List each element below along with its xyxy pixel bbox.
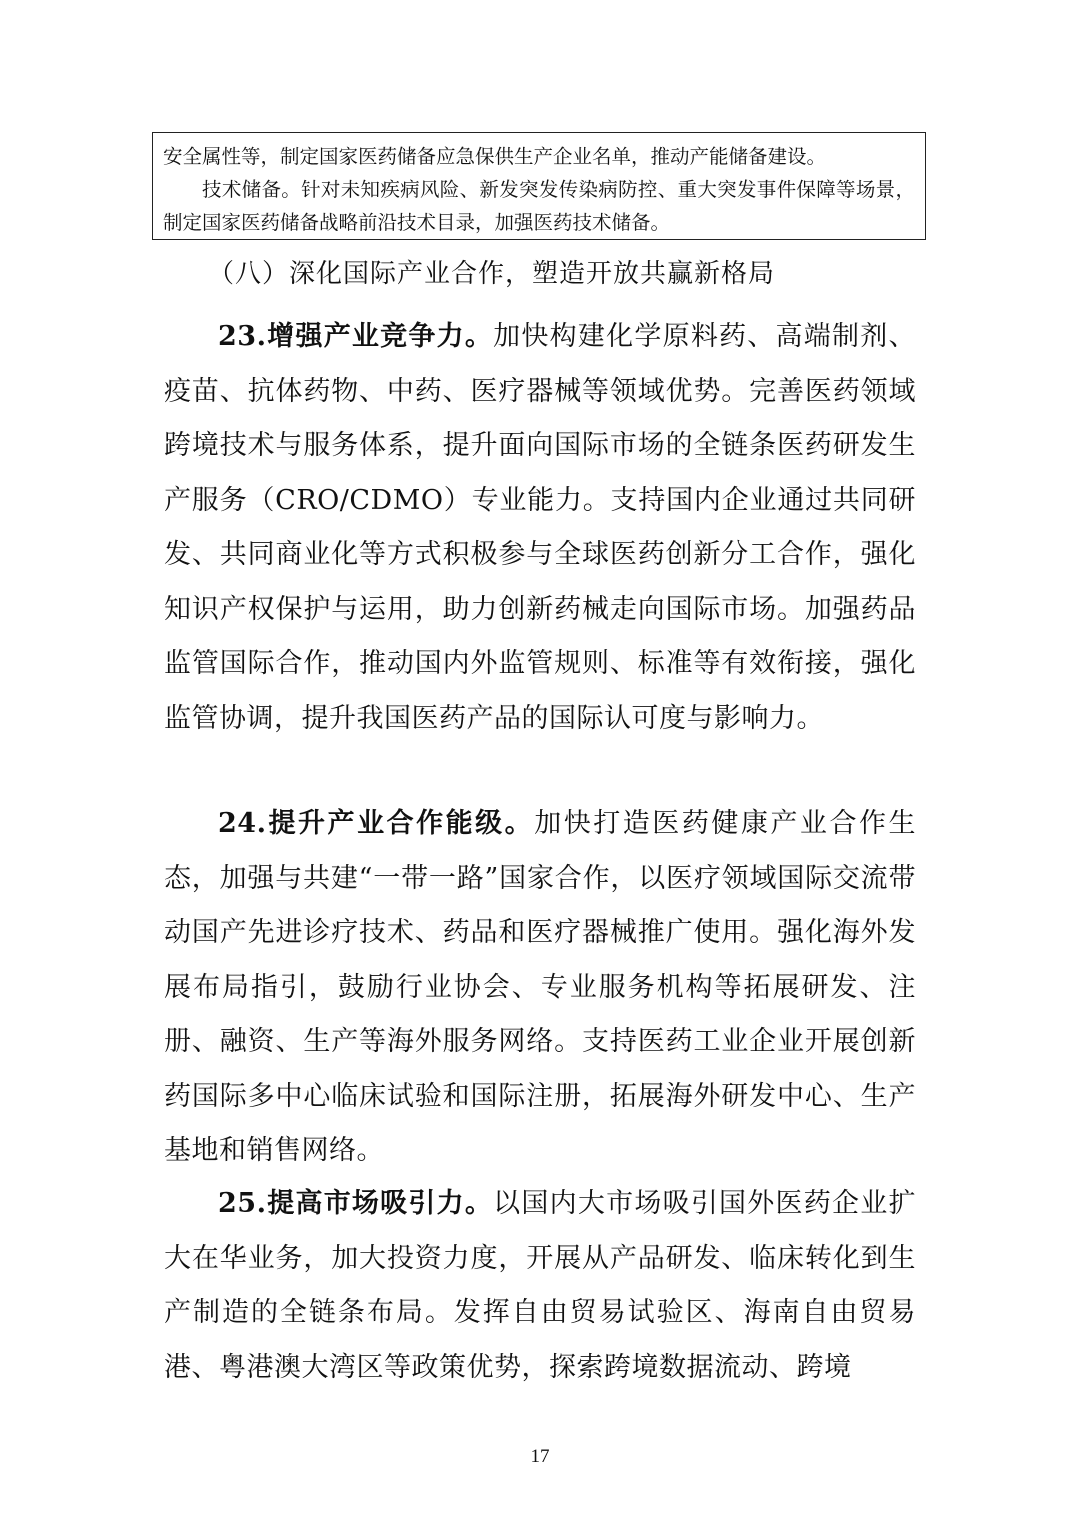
article-24-lead: 24.提升产业合作能级。 <box>218 808 535 839</box>
article-23-body: 加快构建化学原料药、高端制剂、疫苗、抗体药物、中药、医疗器械等领域优势。完善医药领域跨境技术与服务体系，提升面向国际市场的全链条医药研发生产服务（CRO/CDMO）专业能力。支持国内企业通过共同研发、共同商业化等方式积极参与全球医药创新分工合作，强化知识产权保护与运用，助力创新药械走向国际市场。加强药品监管国际合作，推动国内外监管规则、标准等有效衔接，强化监管协调，提升我国医药产品的国际认可度与影响力。 <box>164 321 916 734</box>
box-paragraph-2: 技术储备。针对未知疾病风险、新发突发传染病防控、重大突发事件保障等场景，制定国家医药储备战略前沿技术目录，加强医药技术储备。 <box>163 178 915 234</box>
page-number: 17 <box>530 1446 550 1467</box>
article-23-lead: 23.增强产业竞争力。 <box>218 321 494 352</box>
box-paragraph-1: 安全属性等，制定国家医药储备应急保供生产企业名单，推动产能储备建设。 <box>163 145 827 168</box>
boxed-note <box>152 132 926 240</box>
article-24-body: 加快打造医药健康产业合作生态，加强与共建“一带一路”国家合作，以医疗领域国际交流带动国产先进诊疗技术、药品和医疗器械推广使用。强化海外发展布局指引，鼓励行业协会、专业服务机构等拓展研发、注册、融资、生产等海外服务网络。支持医药工业企业开展创新药国际多中心临床试验和国际注册，拓展海外研发中心、生产基地和销售网络。 <box>164 808 916 1166</box>
article-24 <box>164 797 916 1179</box>
article-25-body: 以国内大市场吸引国外医药企业扩大在华业务，加大投资力度，开展从产品研发、临床转化到生产制造的全链条布局。发挥自由贸易试验区、海南自由贸易港、粤港澳大湾区等政策优势，探索跨境数据流动、跨境 <box>164 1188 916 1383</box>
article-25-lead: 25.提高市场吸引力。 <box>218 1188 494 1219</box>
article-25 <box>164 1177 916 1395</box>
article-23 <box>164 310 916 746</box>
section-heading: （八）深化国际产业合作，塑造开放共赢新格局 <box>208 259 776 289</box>
